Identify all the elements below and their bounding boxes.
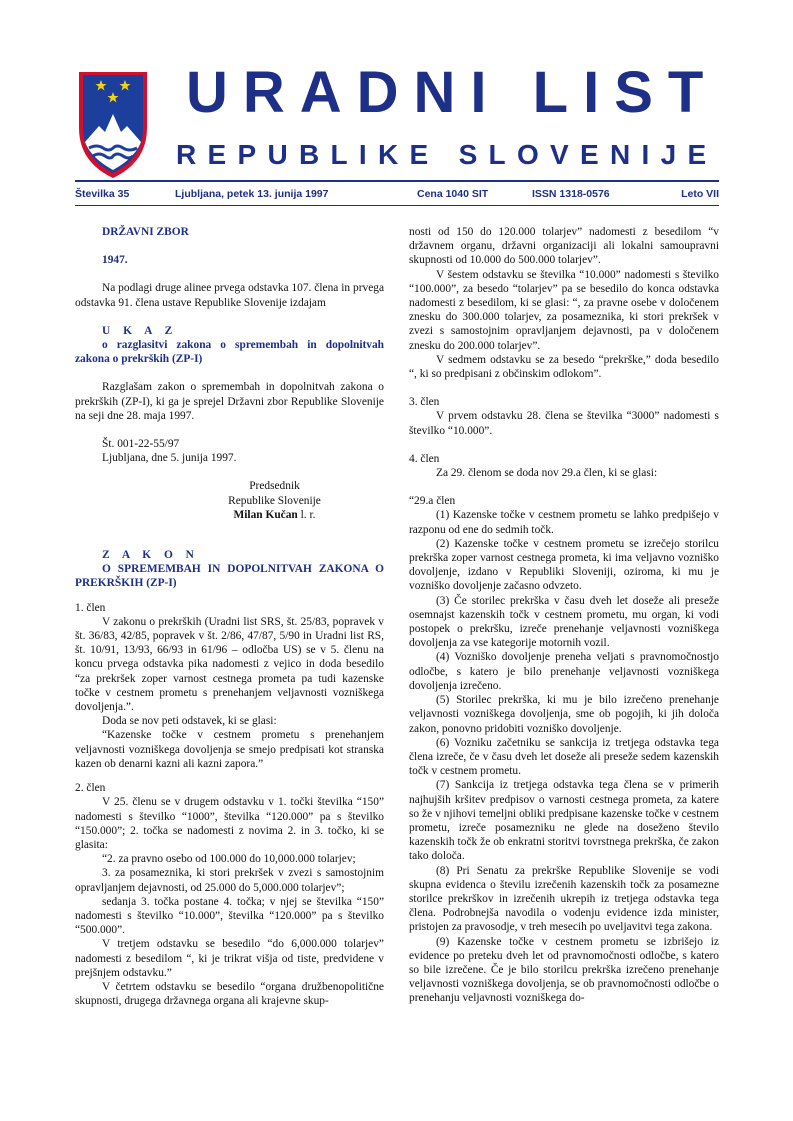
issue-year: Leto VII — [681, 188, 719, 200]
signature-title: Predsednik — [249, 480, 300, 493]
publication-title: URADNI LIST — [186, 60, 719, 125]
signature-block — [165, 479, 384, 522]
right-column — [409, 225, 719, 1006]
issue-price: Cena 1040 SIT — [417, 188, 489, 200]
issue-place-date: Ljubljana, petek 13. junija 1997 — [175, 188, 329, 200]
reference-date: Ljubljana, dne 5. junija 1997. — [102, 452, 237, 465]
article-heading: 4. člen — [409, 452, 440, 465]
article-paragraph: (9) Kazenske točke v cestnem prometu se izbrišejo iz evidence po preteku dveh let od pravnomočnosti odločbe, s katero so bile izrečene. Če je bilo storilcu prekrška izrečeno prenehanje veljavnosti vozniškega dovoljenja, se ob pravnomočnosti odločbe o prenehanju veljavnosti vozniškega do- — [409, 935, 719, 1005]
left-column — [75, 225, 384, 1008]
zakon-subtitle: O SPREMEMBAH IN DOPOLNITVAH ZAKONA O PREKRŠKIH (ZP-I) — [75, 563, 384, 590]
article-paragraph: 3. za posameznika, ki stori prekršek v zvezi s samostojnim opravljanjem dejavnosti, od 25.000 do 5,000.000 tolarjev”; — [75, 867, 384, 894]
article-paragraph: “Kazenske točke v cestnem prometu s prenehanjem veljavnosti vozniškega dovoljenja se smejo predpisati kot stranska kazen ob denarni kazni ali kazni zapora.” — [75, 729, 384, 770]
intro-paragraph: Na podlagi druge alinee prvega odstavka 107. člena in prvega odstavka 91. člena ustave Republike Slovenije izdajam — [75, 282, 384, 309]
header-rule-bottom — [75, 205, 719, 206]
header-rule-top — [75, 180, 719, 182]
article-paragraph: V zakonu o prekrških (Uradni list SRS, št. 25/83, popravek v št. 36/83, 42/85, popravek v št. 2/86, 47/87, 5/90 in Uradni list RS, št. 10/91, 13/93, 66/93 in 61/96 – odločba US) se v 5. členu na koncu prvega odstavka pika nadomesti z vejico in doda besedilo “za prekršek zoper varnost cestnega prometa pa tudi kazenske točke v cestnem prometu s prenehanjem veljavnosti vozniškega dovoljenja.”. — [75, 615, 384, 714]
article-paragraph: (7) Sankcija iz tretjega odstavka tega člena se v primerih najhujših kršitev predpisov o varnosti cestnega prometa, za katere so že v njihovi temeljni obliki predpisane kazenske točke v cestnem prometu, izreče posamezniku ne glede na doseženo število kazenskih točk že ob enkratni storitvi tovrstnega prekrška, če zakon tako določa. — [409, 779, 719, 863]
publication-subtitle: REPUBLIKE SLOVENIJE — [176, 139, 718, 170]
article-paragraph: (4) Vozniško dovoljenje preneha veljati s pravnomočnostjo odločbe, s katero je bilo prenehanje veljavnosti vozniškega dovoljenja izrečeno. — [409, 651, 719, 692]
article-paragraph: sedanja 3. točka postane 4. točka; v njej se številka “150” nadomesti s številko “10.000”, številka “120.000” pa s številko “500.000”. — [75, 895, 384, 937]
article-paragraph: (5) Storilec prekrška, ki mu je bilo izrečeno prenehanje veljavnosti vozniškega dovoljenja, sme ob pogojih, ki jih določa zakon, ponovno pridobiti vozniško dovoljenje. — [409, 694, 719, 735]
issue-number: Številka 35 — [75, 188, 130, 200]
article-paragraph: (3) Če storilec prekrška v času dveh let doseže ali preseže osemnajst kazenskih točk v cestnem prometu, mu organ, ki vodi postopek o prekršku, izreče prenehanje veljavnosti vozniškega dovoljenja za vse kategorije motornih vozil. — [409, 594, 719, 650]
ukaz-title: U K A Z — [102, 324, 178, 337]
article-paragraph: (2) Kazenske točke v cestnem prometu se izrečejo storilcu prekrška zoper varnost cestnega prometa, ki ima veljavno vozniško dovoljenje, izdano v Republiki Sloveniji, oziroma, ki mu je vozniško dovoljenje začasno odvzeto. — [409, 537, 719, 593]
ukaz-text: Razglašam zakon o spremembah in dopolnitvah zakona o prekrških (ZP-I), ki ga je sprejel Državni zbor Republike Slovenije na seji dne 28. maja 1997. — [75, 381, 384, 422]
article-paragraph: (6) Vozniku začetniku se sankcija iz tretjega odstavka tega člena izreče, če v času dveh let doseže ali preseže sedem kazenskih točk v cestnem prometu. — [409, 736, 719, 778]
article-paragraph: V tretjem odstavku se besedilo “do 6,000.000 tolarjev” nadomesti z besedilom “, ki je trikrat višja od tiste, predvidene v prejšnjem odstavku.” — [75, 938, 384, 979]
article-paragraph: V šestem odstavku se številka “10.000” nadomesti s številko “100.000”, za besedo “tolarjev” pa se besedilo do konca odstavka nadomesti z besedilom, ki se glasi: “, za pravne osebe v določenem znesku do 300.000 tolarjev, za posameznika, ki stori prekršek v zvezi s samostojnim opravljanjem dejavnosti, pa v določenem znesku do 200.000 tolarjev”. — [409, 268, 719, 352]
issue-issn: ISSN 1318-0576 — [532, 188, 610, 200]
item-number: 1947. — [102, 254, 128, 267]
article-paragraph: Doda se nov peti odstavek, ki se glasi: — [102, 715, 277, 728]
article-paragraph: V četrtem odstavku se besedilo “organa družbenopolitične skupnosti, drugega državnega organa ali krajevne skup- — [75, 980, 384, 1008]
coat-of-arms-icon — [75, 70, 151, 180]
article-paragraph: (1) Kazenske točke v cestnem prometu se lahko predpišejo v razponu od ene do sedmih točk. — [409, 509, 719, 536]
signature-name: Milan Kučan — [233, 508, 298, 521]
article-heading: “29.a člen — [409, 495, 456, 508]
reference-number: Št. 001-22-55/97 — [102, 438, 180, 451]
article-paragraph: nosti od 150 do 120.000 tolarjev” nadomesti z besedilom “v državnem organu, državni organizaciji ali lokalni samoupravni skupnosti od 10.000 do 500.000 tolarjev”. — [409, 226, 719, 267]
article-heading: 1. člen — [75, 601, 106, 614]
signature-title-2: Republike Slovenije — [228, 494, 321, 507]
article-paragraph: Za 29. členom se doda nov 29.a člen, ki se glasi: — [436, 467, 658, 480]
signature-name-line — [165, 508, 384, 522]
signature-suffix: l. r. — [297, 508, 316, 521]
article-paragraph: V 25. členu se v drugem odstavku v 1. točki številka “150” nadomesti s številko “1000”, številka “120.000” pa s številko “150.000”; 2. točka se nadomesti z novima 2. in 3. točko, ki se glasita: — [75, 796, 384, 851]
article-paragraph: (8) Pri Senatu za prekrške Republike Slovenije se vodi skupna evidenca o številu izrečenih kazenskih točk za posamezne storilce prekrškov in izrečenih ukrepih iz tretjega odstavka tega člena. Podrobnejša navodila o vodenju evidence izda minister, pristojen za pravosodje, v treh mesecih po uveljavitvi tega zakona. — [409, 864, 719, 934]
ukaz-subtitle: o razglasitvi zakona o spremembah in dopolnitvah zakona o prekrških (ZP-I) — [75, 339, 384, 366]
article-paragraph: V sedmem odstavku se za besedo “prekrške,” doda besedilo “, ki so predpisani z občinskim odlokom”. — [409, 353, 719, 381]
article-paragraph: “2. za pravno osebo od 100.000 do 10,000.000 tolarjev; — [102, 853, 356, 866]
article-heading: 2. člen — [75, 782, 106, 795]
article-paragraph: V prvem odstavku 28. člena se številka “3000” nadomesti s številko “10.000”. — [409, 410, 719, 437]
issue-info-bar — [75, 186, 719, 202]
article-heading: 3. člen — [409, 396, 440, 409]
section-heading: DRŽAVNI ZBOR — [102, 226, 189, 238]
zakon-title: Z A K O N — [102, 549, 199, 562]
